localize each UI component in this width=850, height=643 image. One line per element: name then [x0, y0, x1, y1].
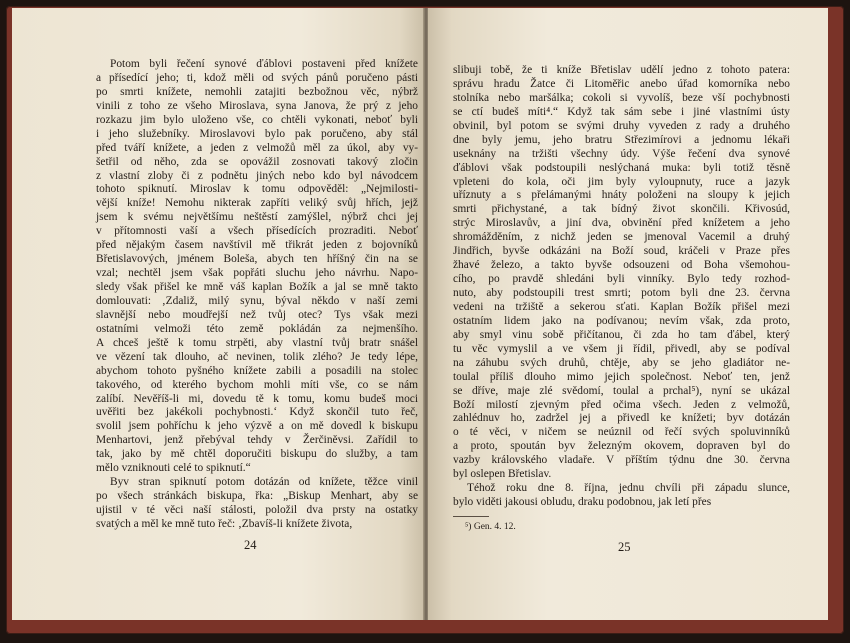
text-line: vější kníže! Nemohu nikterak zapříti veliký svůj hřích, jejž — [96, 197, 418, 210]
text-line: smrti přichystané, a tak bídný život skončili. Křivosúd, — [453, 203, 790, 216]
text-line: z vlastní zloby či z podnětu jiných nebo kdo byl návodcem — [96, 169, 418, 182]
text-line: byl oslepen Břetislav. — [453, 468, 552, 481]
text-line: cího, po pravdě shledáni byli vinníky. Bylo tedy rozhod- — [453, 273, 790, 286]
text-line: Byv stran spiknutí potom dotázán od knížete, těžce vinil — [110, 476, 418, 489]
text-line: sledy však přišel ke mně váš kaplan Božík a jal se mně takto — [96, 281, 418, 293]
text-line: stolníka nebo maršálka; cokoli si vyvolíš, beze vší pochybnosti — [453, 91, 790, 104]
text-line: Jindřich, byvše odkázáni na Boží soud, kráčeli v Praze přes — [453, 245, 790, 258]
text-line: i jeho služebníky. Miroslavovi bylo pak poručeno, aby stál — [96, 127, 418, 140]
left-page-number: 24 — [244, 538, 257, 552]
text-line: po všech stránkách biskupa, řka: „Biskup Menhart, aby se — [96, 490, 418, 503]
text-line: a přísedící jeho; ti, kdož měli od svých pánů poručeno pásti — [96, 71, 418, 84]
text-line: ostatními velmoži této země pokládán za nejmenšího. — [96, 322, 418, 335]
text-line: zahlédnuv ho, zadržel jej a přivedl ke knížeti; byv dotázán — [453, 412, 790, 425]
text-line: o té věci, v ničem se neúznil od řečí svých spoluvinníků — [453, 426, 790, 439]
text-line: obvinil, byl potom se svými druhy vyveden z rady a druhého — [453, 119, 790, 132]
text-line: Břetislavových, jménem Boleša, abych ten hříšný čin na se — [96, 253, 418, 266]
text-line: vazby královského vladaře. V příštím týdnu dne 30. června — [453, 454, 790, 467]
text-line: svatých a měl ke mně tuto řeč: ‚Zbavíš-li knížete života, — [96, 517, 353, 530]
text-line: rozkazu jim bylo uloženo vše, co chtěli vykonati, neboť byli — [96, 113, 418, 126]
text-line: toulal příliš dlouho mimo jejich společnost. Neboť ten, jenž — [453, 370, 790, 383]
text-line: ďáblovi však podstoupili neslýchaná muka: byli totiž těsně — [453, 161, 790, 174]
left-page — [12, 8, 424, 620]
text-line: před nějakým časem navštívil mě třikrát jeden z bojovníků — [96, 239, 418, 252]
text-line: Boží milostí zjevným před očima všech. Jeden z velmožů, — [453, 398, 790, 411]
text-line: tu věc vymyslil a ve všem ji řídil, přivedl, aby se podíval — [453, 342, 790, 355]
text-line: Menhartovi, jenž přebýval tehdy v Žerčiněvsi. Zařídil to — [96, 434, 418, 447]
text-line: ostatním lidem jako na podívanou; nevím však, zda proto, — [453, 314, 790, 327]
text-line: ujistil v té věci naší stálosti, položil dva prsty na ostatky — [96, 504, 418, 516]
right-page-number: 25 — [618, 540, 631, 554]
text-line: vzal; nechtěl jsem však popřáti sluchu jeho návrhu. Napo- — [96, 267, 418, 280]
text-line: správu hradu Žatce či Litoměřic anebo úřad komorníka nebo — [453, 77, 790, 90]
text-line: Potom byli řečení synové ďáblovi postaveni před knížete — [110, 58, 418, 70]
text-line: jsem k svému největšímu neštěstí zamýšlel, nýbrž chci jej — [96, 211, 418, 224]
text-line: a proto, spoután byv železným okovem, dopraven byl do — [453, 440, 790, 453]
text-line: strýc Miroslavův, a jiní dva, obvinění před knížetem a jeho — [453, 217, 790, 230]
text-line: šetřil od něho, zda se opovážil zosnovati takový zločin — [96, 155, 418, 168]
text-line: vpleteni do kola, oči jim byly vyloupnuty, ruce a jazyk — [453, 175, 790, 188]
text-line: A chceš ještě k tomu strpěti, aby vlastní tvůj bratr snášel — [96, 336, 418, 349]
text-line: před tváří knížete, a jeden z velmožů měl za úkol, aby vy- — [96, 141, 418, 154]
text-line: mělo vzniknouti celé to spiknutí.“ — [96, 462, 251, 475]
right-page — [428, 8, 828, 620]
text-line: žhavé železo, a takto byvše odsouzeni od Boha všemohou- — [453, 259, 790, 272]
text-line: svolil jsem pohříchu k jeho výzvě a on mě dovedl k biskupu — [96, 420, 418, 433]
text-line: na záhubu svých druhů, chtěje, aby se jeho gladiátor ne- — [453, 356, 790, 369]
text-line: se dříve, maje zlé svědomí, toulal a prchal⁵), nyní se ukázal — [453, 384, 790, 397]
text-line: ve vězení tak dlouho, ač nevinen, tolik zlého? Je tedy lépe, — [96, 350, 418, 363]
text-line: useknány na tržišti všechny údy. Výše řečení dva synové — [453, 147, 790, 160]
text-line: takového, od kterého bychom mohli míti vše, co se nám — [96, 378, 418, 391]
right-page-text — [453, 64, 790, 510]
text-line: v přítomnosti vaší a všech přísedících prozraditi. Neboť — [96, 225, 418, 238]
text-line: bylo viděti jakousi obludu, draku podobnou, jak letí přes — [453, 496, 712, 509]
text-line: se ctí budeš míti⁴.“ Když tak sám sebe i jiné vlastními ústy — [453, 105, 790, 118]
footnote: ⁵) Gen. 4. 12. — [465, 522, 516, 532]
left-page-text — [96, 58, 418, 532]
text-line: vedeni na tržiště a sekerou sťati. Kaplan Božík přišel mezi — [453, 300, 790, 313]
text-line: Téhož roku dne 8. října, jednu chvíli při západu slunce, — [467, 482, 790, 495]
text-line: tak, jako by mě chtěl doporučiti biskupu do služby, a tam — [96, 448, 418, 461]
text-line: uvěřiti bez jakékoli pochybnosti.‘ Když skončil tuto řeč, — [96, 406, 418, 419]
text-line: vinili z toho ze všeho Miroslava, syna Janova, že prý z jeho — [96, 99, 418, 112]
text-line: slavnější nebo moudřejší než tvůj otec? Tys však mezi — [96, 308, 418, 321]
text-line: abychom tohoto pyšného knížete zabili a posadili na stolec — [96, 364, 418, 377]
text-line: nuto, aby podstoupili trest smrti; potom byli dne 23. června — [453, 287, 790, 299]
text-line: slibuji tobě, že ti kníže Břetislav udělí jedno z tohoto patera: — [453, 64, 790, 76]
text-line: po smrti knížete, nemohli zatajiti bezbožnou věc, nýbrž — [96, 85, 418, 98]
text-line: domlouvati: ‚Zdaliž, milý synu, býval někdo v naší zemi — [96, 294, 418, 307]
text-line: tohoto spiknutí. Miroslav k tomu odpověděl: „Nejmilosti- — [96, 183, 418, 196]
text-line: aby smyl vinu sobě přičítanou, či zda ho tam ďábel, který — [453, 328, 790, 341]
text-line: uříznuty a s přelámanými hnáty položeni na sloupy k jejich — [453, 189, 790, 202]
text-line: zalíbí. Nevěříš-li mi, dovedu tě k tomu, komu budeš moci — [96, 392, 418, 405]
text-line: dne byly jemu, jeho bratru Střezimírovi a jednomu lékaři — [453, 133, 790, 146]
text-line: shromážděním, z nichž jeden se jmenoval Vacemil a druhý — [453, 231, 790, 244]
footnote-rule — [453, 516, 489, 517]
